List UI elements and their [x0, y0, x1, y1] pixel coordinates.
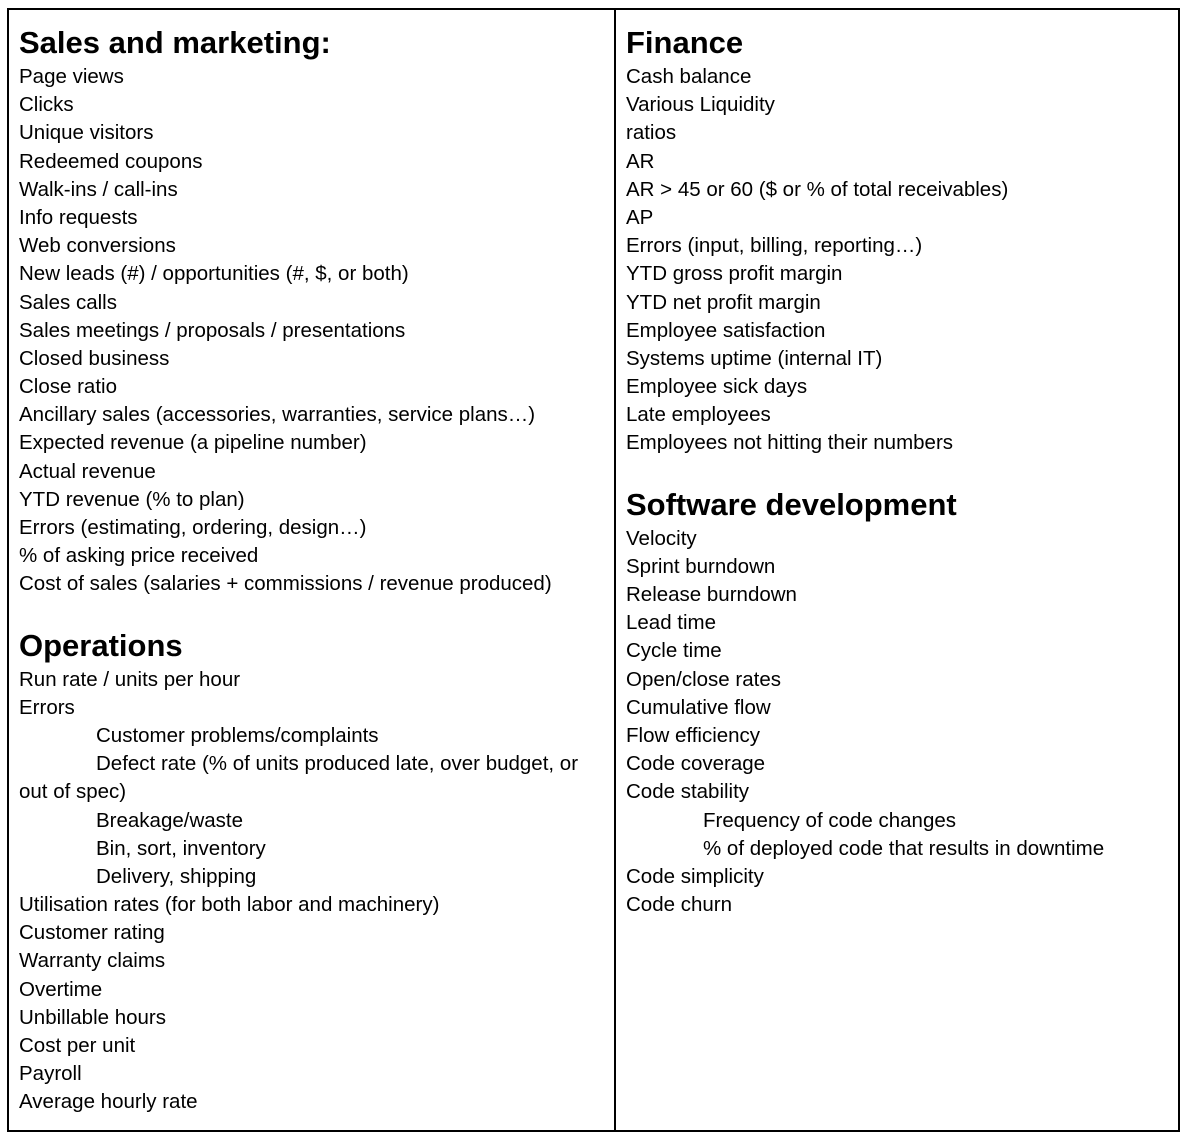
- list-item: Errors (input, billing, reporting…): [626, 234, 923, 258]
- list-item: Unique visitors: [19, 121, 154, 145]
- list-item: New leads (#) / opportunities (#, $, or both): [19, 262, 409, 286]
- list-item: Lead time: [626, 611, 717, 635]
- list-item: Warranty claims: [19, 949, 166, 973]
- list-item: Cost per unit: [19, 1034, 136, 1057]
- left-column: [9, 10, 616, 1130]
- list-item: Flow efficiency: [626, 723, 761, 747]
- list-item: AR > 45 or 60 ($ or % of total receivables): [626, 177, 1009, 201]
- list-item: Expected revenue (a pipeline number): [19, 431, 367, 455]
- list-item: Employee sick days: [626, 375, 808, 399]
- list-item: Code coverage: [626, 752, 766, 776]
- list-item: Cost of sales (salaries + commissions / revenue produced): [19, 572, 552, 596]
- list-item-continuation: out of spec): [19, 780, 127, 804]
- list-item: Systems uptime (internal IT): [626, 346, 883, 370]
- list-item: Page views: [19, 65, 124, 88]
- list-item: Code simplicity: [626, 864, 764, 888]
- list-item: Unbillable hours: [19, 1005, 167, 1029]
- list-item: Walk-ins / call-ins: [19, 177, 178, 201]
- list-item: Various Liquidity: [626, 93, 775, 117]
- list-item: Customer rating: [19, 921, 165, 945]
- list-item: Cycle time: [626, 639, 722, 663]
- sub-list-item: % of deployed code that results in downtime: [703, 836, 1105, 860]
- list-item: Late employees: [626, 403, 771, 427]
- list-item: Payroll: [19, 1062, 82, 1086]
- list-item: Open/close rates: [626, 667, 781, 691]
- software-heading: Software development: [626, 486, 957, 522]
- list-item: Run rate / units per hour: [19, 667, 241, 691]
- sub-list-item: Bin, sort, inventory: [96, 836, 266, 860]
- list-item: Web conversions: [19, 234, 176, 258]
- sub-list-item: Customer problems/complaints: [96, 723, 379, 747]
- section-spacer: [19, 599, 614, 626]
- sales-heading: Sales and marketing:: [19, 25, 331, 60]
- sub-list-item: Frequency of code changes: [703, 808, 956, 832]
- list-item: Code churn: [626, 893, 732, 917]
- list-item: YTD net profit margin: [626, 290, 821, 314]
- list-item: Closed business: [19, 346, 170, 370]
- section-spacer: [626, 458, 1178, 485]
- list-item: Overtime: [19, 977, 103, 1001]
- list-item: Cumulative flow: [626, 695, 771, 719]
- list-item: Sales meetings / proposals / presentations: [19, 318, 406, 342]
- list-item: Utilisation rates (for both labor and machinery): [19, 893, 440, 917]
- sub-list-item: Breakage/waste: [96, 808, 244, 832]
- list-item: Errors (estimating, ordering, design…): [19, 516, 367, 539]
- operations-heading: Operations: [19, 627, 183, 663]
- list-item: Velocity: [626, 526, 697, 550]
- list-item: % of asking price received: [19, 544, 259, 568]
- list-item: Sprint burndown: [626, 554, 776, 578]
- list-item: Sales calls: [19, 290, 117, 314]
- list-item: Actual revenue: [19, 459, 156, 483]
- list-item: Clicks: [19, 93, 74, 117]
- list-item: Redeemed coupons: [19, 149, 203, 173]
- list-item: Release burndown: [626, 583, 797, 606]
- list-item: Employee satisfaction: [626, 318, 826, 342]
- list-item: Errors: [19, 695, 75, 719]
- list-item: YTD revenue (% to plan): [19, 487, 245, 511]
- finance-heading: Finance: [626, 25, 744, 60]
- list-item: AR: [626, 149, 655, 173]
- list-item: Info requests: [19, 205, 138, 229]
- list-item: ratios: [626, 121, 677, 145]
- list-item: Code stability: [626, 780, 750, 804]
- list-item: Close ratio: [19, 375, 117, 399]
- sub-list-item: Defect rate (% of units produced late, over budget, or: [96, 752, 579, 776]
- right-column: [616, 10, 1178, 1130]
- list-item: AP: [626, 205, 654, 229]
- sub-list-item: Delivery, shipping: [96, 864, 257, 888]
- list-item: YTD gross profit margin: [626, 262, 843, 286]
- list-item: Average hourly rate: [19, 1090, 198, 1114]
- list-item: Cash balance: [626, 65, 752, 88]
- kpi-table: [7, 8, 1180, 1132]
- list-item: Ancillary sales (accessories, warranties, service plans…): [19, 403, 536, 427]
- list-item: Employees not hitting their numbers: [626, 431, 954, 455]
